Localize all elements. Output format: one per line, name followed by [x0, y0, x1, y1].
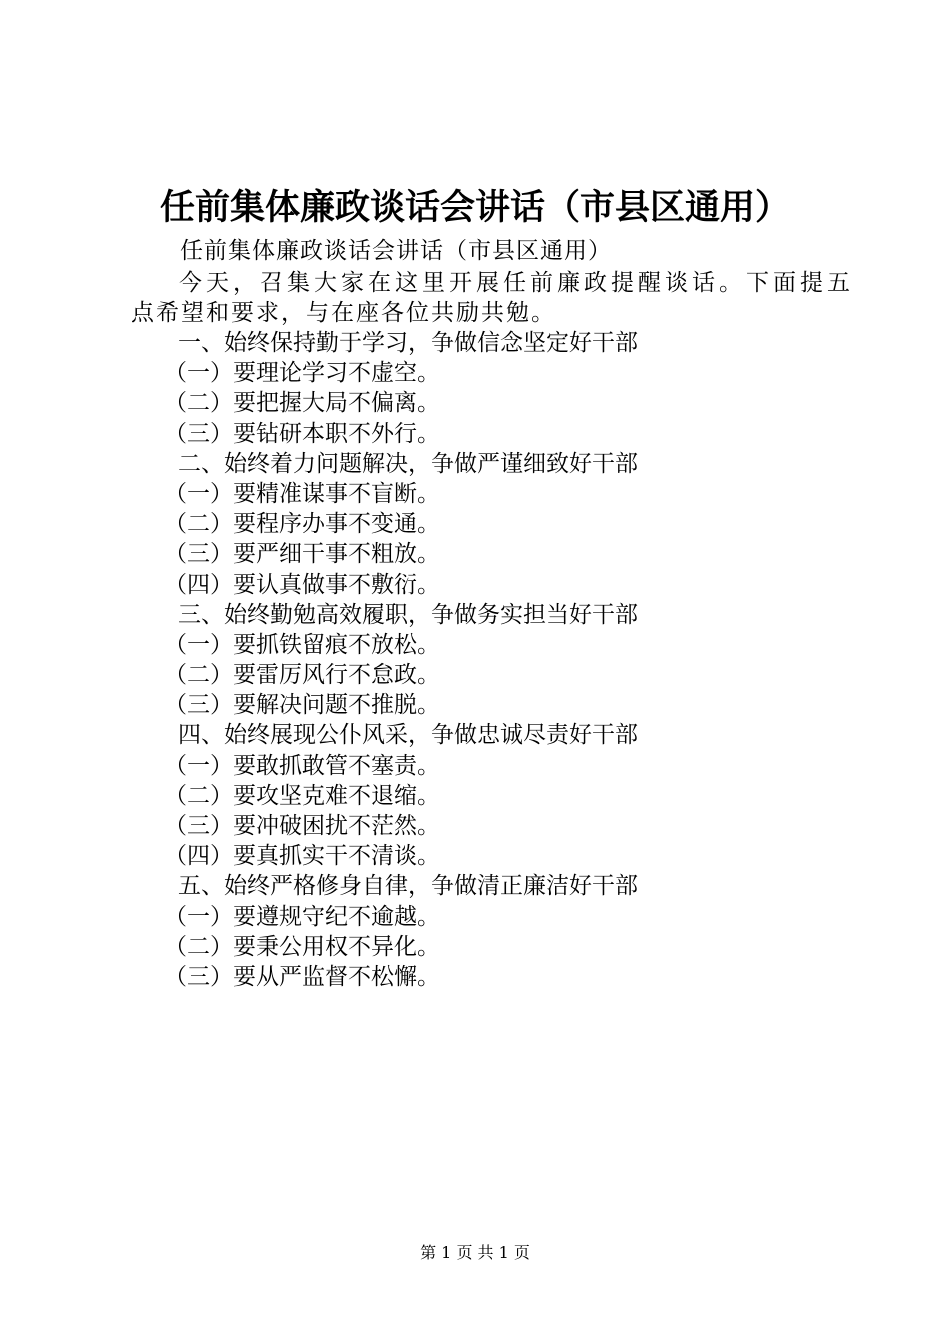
list-item: （二）要把握大局不偏离。: [164, 390, 440, 417]
section-heading: 一、始终保持勤于学习，争做信念坚定好干部: [178, 330, 638, 356]
list-item: （三）要从严监督不松懈。: [164, 963, 440, 990]
intro-paragraph: [131, 268, 854, 328]
document-title: 任前集体廉政谈话会讲话（市县区通用）: [159, 187, 790, 228]
list-item: （三）要解决问题不推脱。: [164, 692, 440, 719]
list-item: （二）要秉公用权不异化。: [164, 933, 440, 960]
list-item: （三）要严细干事不粗放。: [164, 541, 440, 568]
list-item: （三）要钻研本职不外行。: [164, 420, 440, 447]
list-item: （一）要敢抓敢管不塞责。: [164, 752, 440, 779]
list-item: （二）要程序办事不变通。: [164, 511, 440, 538]
list-item: （一）要遵规守纪不逾越。: [164, 903, 440, 930]
list-item: （一）要理论学习不虚空。: [164, 360, 440, 387]
intro-line: 今天，召集大家在这里开展任前廉政提醒谈话。下面提五: [179, 270, 854, 296]
section-heading: 四、始终展现公仆风采，争做忠诚尽责好干部: [178, 722, 638, 749]
list-item: （一）要抓铁留痕不放松。: [164, 631, 440, 658]
intro-line: 点希望和要求，与在座各位共励共勉。: [131, 300, 556, 326]
list-item: （二）要雷厉风行不怠政。: [164, 662, 440, 689]
list-item: （四）要真抓实干不清谈。: [164, 843, 440, 870]
document-subtitle: 任前集体廉政谈话会讲话（市县区通用）: [180, 238, 612, 264]
outline-list: [164, 328, 638, 992]
list-item: （二）要攻坚克难不退缩。: [164, 782, 440, 809]
section-heading: 五、始终严格修身自律，争做清正廉洁好干部: [178, 873, 638, 900]
section-heading: 三、始终勤勉高效履职，争做务实担当好干部: [178, 601, 638, 628]
list-item: （一）要精准谋事不盲断。: [164, 480, 440, 507]
list-item: （三）要冲破困扰不茫然。: [164, 813, 440, 839]
page-footer: 第 1 页 共 1 页: [420, 1243, 530, 1262]
section-heading: 二、始终着力问题解决，争做严谨细致好干部: [178, 450, 638, 477]
list-item: （四）要认真做事不敷衍。: [164, 571, 440, 598]
